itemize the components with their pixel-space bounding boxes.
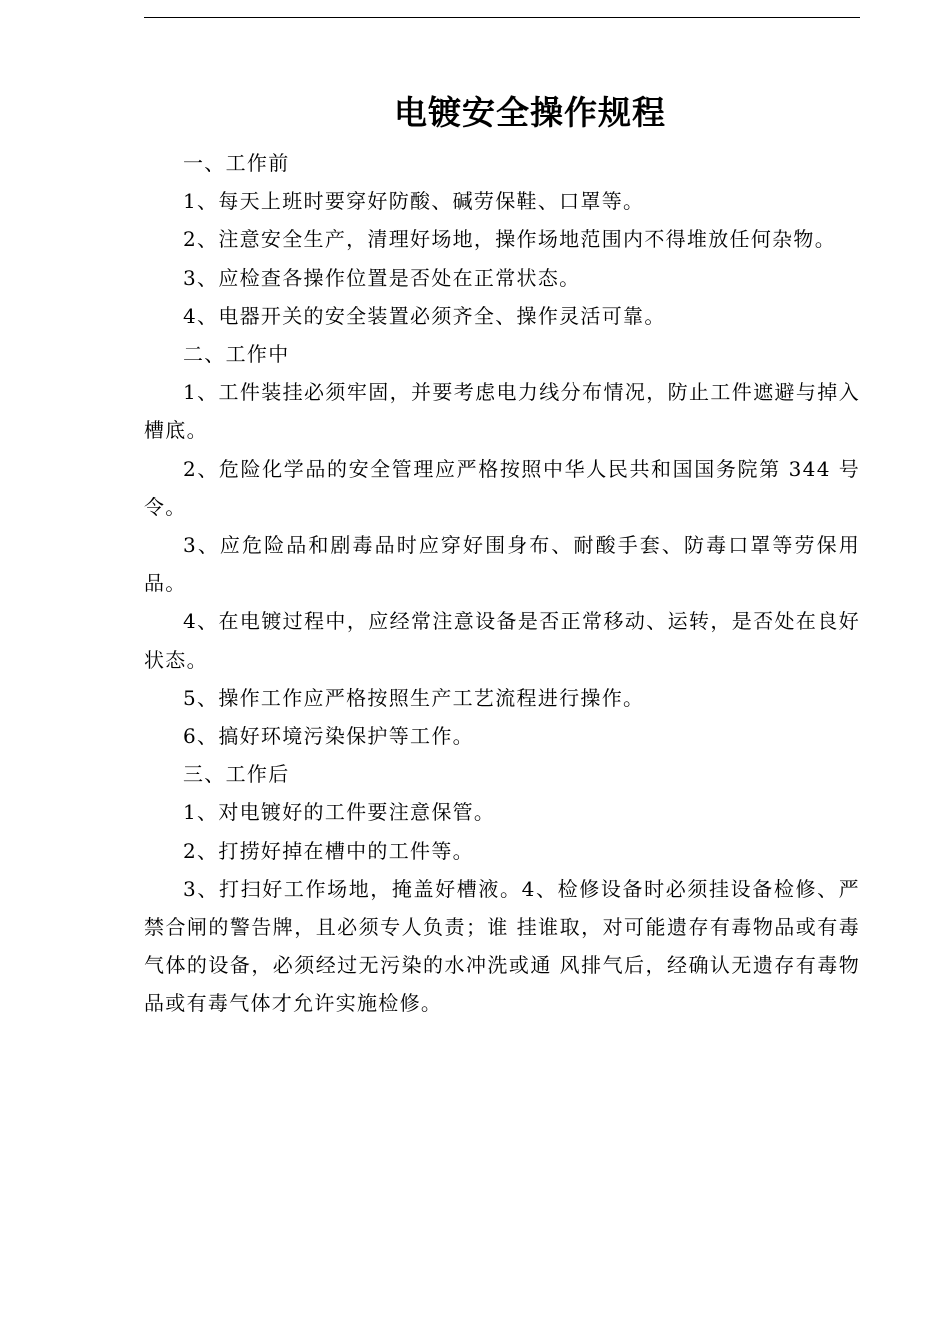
document-body	[144, 144, 860, 1023]
paragraph: 4、电器开关的安全装置必须齐全、操作灵活可靠。	[183, 303, 666, 328]
paragraph: 1、对电镀好的工件要注意保管。	[183, 800, 496, 825]
paragraph: 2、打捞好掉在槽中的工件等。	[183, 838, 474, 863]
paragraph: 3、打扫好工作场地，掩盖好槽液。4、检修设备时必须挂设备检修、严禁合闸的警告牌，且必须专人负责；谁 挂谁取，对可能遗存有毒物品或有毒气体的设备，必须经过无污染的水冲洗或通 风排气后，经确认无遗存有毒物品或有毒气体才允许实施检修。	[144, 876, 860, 1016]
section-heading-after-work: 三、工作后	[183, 762, 290, 787]
paragraph: 3、应检查各操作位置是否处在正常状态。	[183, 265, 581, 290]
paragraph: 5、操作工作应严格按照生产工艺流程进行操作。	[183, 685, 645, 710]
header-rule	[144, 17, 860, 18]
paragraph: 2、危险化学品的安全管理应严格按照中华人民共和国国务院第 344 号令。	[144, 456, 860, 519]
paragraph: 1、工件装挂必须牢固，并要考虑电力线分布情况，防止工件遮避与掉入槽底。	[144, 380, 860, 443]
paragraph: 4、在电镀过程中，应经常注意设备是否正常移动、运转，是否处在良好状态。	[144, 609, 860, 672]
section-heading-before-work: 一、工作前	[183, 151, 290, 175]
paragraph: 1、每天上班时要穿好防酸、碱劳保鞋、口罩等。	[183, 189, 645, 214]
paragraph: 6、搞好环境污染保护等工作。	[183, 724, 474, 749]
section-heading-during-work: 二、工作中	[183, 342, 290, 367]
paragraph: 3、应危险品和剧毒品时应穿好围身布、耐酸手套、防毒口罩等劳保用品。	[144, 533, 860, 596]
paragraph: 2、注意安全生产，清理好场地，操作场地范围内不得堆放任何杂物。	[183, 227, 837, 252]
document-title: 电镀安全操作规程	[394, 93, 666, 132]
